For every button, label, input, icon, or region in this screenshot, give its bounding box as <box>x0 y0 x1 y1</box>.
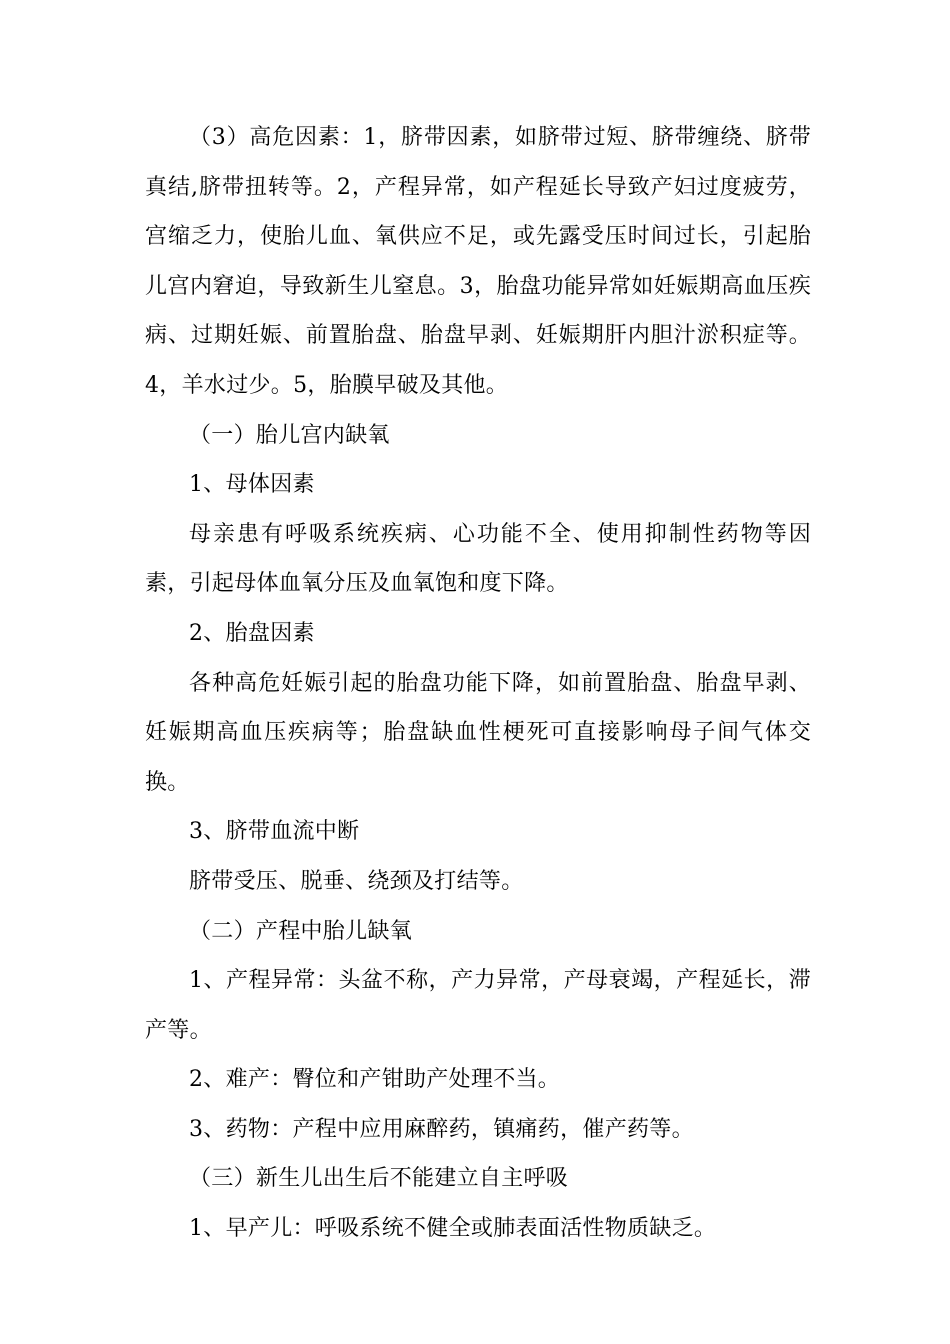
paragraph-placental-factors: 各种高危妊娠引起的胎盘功能下降，如前置胎盘、胎盘早剥、妊娠期高血压疾病等；胎盘缺血性梗死可直接影响母子间气体交换。 <box>145 670 811 795</box>
subheading-placental-factors: 2、胎盘因素 <box>189 620 315 646</box>
section-heading-fetal-intrauterine-hypoxia: （一）胎儿宫内缺氧 <box>189 422 390 448</box>
paragraph-drugs: 3、药物：产程中应用麻醉药，镇痛药，催产药等。 <box>189 1116 694 1142</box>
section-heading-no-spontaneous-breathing: （三）新生儿出生后不能建立自主呼吸 <box>189 1166 569 1192</box>
subheading-umbilical-flow-interruption: 3、脐带血流中断 <box>189 819 360 845</box>
subheading-maternal-factors: 1、母体因素 <box>189 472 315 498</box>
paragraph-dystocia: 2、难产：臀位和产钳助产处理不当。 <box>189 1067 561 1093</box>
paragraph-premature-infant: 1、早产儿：呼吸系统不健全或肺表面活性物质缺乏。 <box>189 1216 717 1242</box>
paragraph-umbilical-flow-interruption: 脐带受压、脱垂、绕颈及打结等。 <box>189 868 524 894</box>
paragraph-maternal-factors: 母亲患有呼吸系统疾病、心功能不全、使用抑制性药物等因素，引起母体血氧分压及血氧饱和度下降。 <box>145 521 811 597</box>
paragraph-high-risk-factors: （3）高危因素：1，脐带因素，如脐带过短、脐带缠绕、脐带真结,脐带扭转等。2，产程异常，如产程延长导致产妇过度疲劳，宫缩乏力，使胎儿血、氧供应不足，或先露受压时间过长，引起胎儿宫内窘迫，导致新生儿窒息。3，胎盘功能异常如妊娠期高血压疾病、过期妊娠、前置胎盘、胎盘早剥、妊娠期肝内胆汁淤积症等。4，羊水过少。5，胎膜早破及其他。 <box>145 125 811 398</box>
paragraph-labor-abnormality: 1、产程异常：头盆不称，产力异常，产母衰竭，产程延长，滞产等。 <box>145 968 811 1043</box>
section-heading-intrapartum-hypoxia: （二）产程中胎儿缺氧 <box>189 918 413 944</box>
document-page <box>145 113 811 1254</box>
